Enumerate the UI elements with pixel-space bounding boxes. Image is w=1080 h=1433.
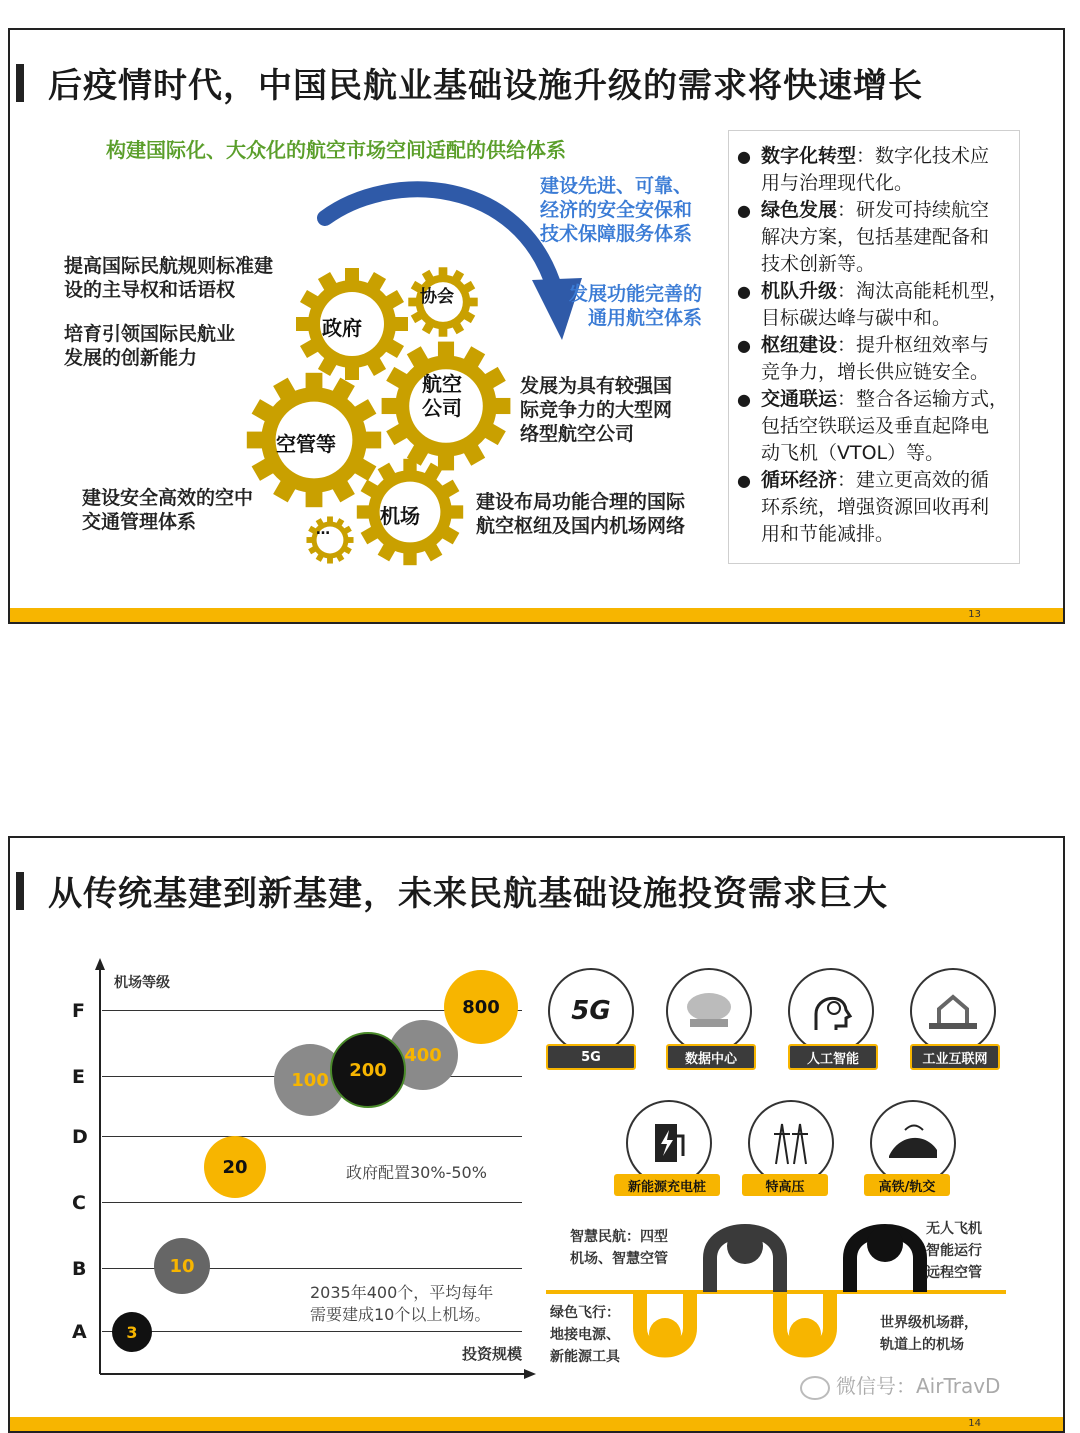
- data-center-icon: [666, 968, 752, 1054]
- gear-label-assoc: 协会: [420, 287, 454, 307]
- grade-line: [102, 1136, 522, 1137]
- bubble-800: 800: [444, 970, 518, 1044]
- text-line: 络型航空公司: [520, 423, 635, 445]
- text-line: 建设布局功能合理的国际: [476, 491, 686, 513]
- left-text-atc: [82, 486, 253, 534]
- bullet-text: ：研发可持续航空: [837, 199, 990, 221]
- timeline-line: 地接电源、: [550, 1327, 620, 1343]
- timeline-uav: [926, 1218, 982, 1284]
- slide-14: [8, 836, 1065, 1433]
- bubble-100: 100: [274, 1044, 346, 1116]
- bullet-text: 包括空铁联运及垂直起降电: [761, 415, 990, 437]
- timeline-line: 轨道上的机场: [880, 1337, 964, 1353]
- gear-more-icon: [306, 516, 353, 563]
- bullet-item: [737, 332, 1011, 386]
- note-government: 政府配置30%-50%: [346, 1163, 487, 1182]
- grade-label: B: [72, 1258, 87, 1280]
- chip-ai: 人工智能: [788, 1044, 878, 1070]
- gear-label-line: 公司: [422, 396, 462, 420]
- timeline-line: 智能运行: [926, 1243, 982, 1259]
- note-line: 2035年400个，平均每年: [310, 1283, 494, 1302]
- grade-label: D: [72, 1126, 88, 1148]
- slide-title: 从传统基建到新基建，未来民航基础设施投资需求巨大: [48, 874, 888, 914]
- bullet-text: 解决方案，包括基建配备和: [761, 226, 990, 248]
- footer-bar: [10, 608, 1063, 622]
- title-accent-bar: [16, 872, 24, 910]
- bullet-text: 用和节能减排。: [761, 523, 895, 545]
- bubble-400: 400: [388, 1020, 458, 1090]
- timeline-airport-cluster: [880, 1312, 978, 1356]
- bullet-text: 目标碳达峰与碳中和。: [761, 307, 952, 329]
- timeline-line: 远程空管: [926, 1265, 982, 1281]
- bubble-3: 3: [112, 1312, 152, 1352]
- text-line: 际竞争力的大型网: [520, 399, 673, 421]
- chip-charging-pile: 新能源充电桩: [614, 1174, 720, 1196]
- timeline-smart-aviation: [570, 1226, 668, 1270]
- wechat-watermark: [800, 1370, 1000, 1400]
- note-line: 需要建成10个以上机场。: [310, 1305, 491, 1324]
- industrial-robot-icon: [910, 968, 996, 1054]
- bubble-200: 200: [330, 1032, 406, 1108]
- blue-text-line: 经济的安全安保和: [540, 199, 693, 221]
- blue-text-line: 技术保障服务体系: [540, 223, 693, 245]
- bullet-head: 循环经济: [761, 469, 838, 491]
- bullet-text: 动飞机（VTOL）等。: [761, 442, 945, 464]
- chip-industrial-internet: 工业互联网: [910, 1044, 1000, 1070]
- 5g-icon: [548, 968, 634, 1054]
- grade-line: [102, 1331, 522, 1332]
- bullet-head: 枢纽建设: [761, 334, 838, 356]
- footer-bar: [10, 1417, 1063, 1431]
- timeline-line: 新能源工具: [550, 1349, 620, 1365]
- text-line: 交通管理体系: [82, 511, 197, 533]
- grade-label: E: [72, 1066, 85, 1088]
- text-line: 发展为具有较强国: [520, 375, 673, 397]
- note-2035: [310, 1282, 493, 1326]
- slide-title: 后疫情时代，中国民航业基础设施升级的需求将快速增长: [48, 66, 923, 106]
- y-axis-label: 机场等级: [114, 975, 170, 991]
- gear-label-line: 航空: [422, 372, 462, 396]
- bullet-list-box: [728, 130, 1020, 564]
- grade-line: [102, 1202, 522, 1203]
- grade-label: A: [72, 1321, 87, 1343]
- chip-rail: 高铁/轨交: [864, 1174, 950, 1196]
- bullet-item: [737, 386, 1011, 467]
- text-line: 提高国际民航规则标准建: [64, 255, 274, 277]
- bullet-item: [737, 143, 1011, 197]
- text-line: 设的主导权和话语权: [64, 279, 236, 301]
- gear-label-gov: 政府: [322, 316, 362, 340]
- bullet-head: 绿色发展: [761, 199, 838, 221]
- page-number: 14: [968, 1418, 981, 1429]
- bullet-head: 数字化转型: [761, 145, 857, 167]
- timeline-line: 无人飞机: [926, 1221, 982, 1237]
- ai-head-icon: [788, 968, 874, 1054]
- blue-text-general-aviation: [568, 282, 702, 330]
- bullet-text: ：提升枢纽效率与: [837, 334, 990, 356]
- timeline-line: 世界级机场群，: [880, 1315, 978, 1331]
- gear-label-airline: [422, 372, 462, 420]
- grade-label: F: [72, 1000, 85, 1022]
- gear-label-atc: 空管等: [276, 432, 336, 456]
- grade-label: C: [72, 1192, 86, 1214]
- bubble-20: 20: [204, 1136, 266, 1198]
- bullet-text: ：淘汰高能耗机型，: [837, 280, 1009, 302]
- title-accent-bar: [16, 64, 24, 102]
- 5g-glyph: 5G: [571, 996, 611, 1026]
- chip-5g: 5G: [546, 1044, 636, 1070]
- gear-label-airport: 机场: [380, 504, 420, 528]
- bullet-text: 环系统，增强资源回收再利: [761, 496, 990, 518]
- left-text-innovation: [64, 322, 235, 370]
- timeline-line: 绿色飞行：: [550, 1305, 620, 1321]
- blue-text-line: 建设先进、可靠、: [540, 175, 693, 197]
- chip-uhv: 特高压: [742, 1174, 828, 1196]
- gear-label-more: …: [316, 522, 330, 538]
- text-line: 建设安全高效的空中: [82, 487, 254, 509]
- bullet-item: [737, 467, 1011, 548]
- bullet-text: 用与治理现代化。: [761, 172, 914, 194]
- page-number: 13: [968, 609, 981, 620]
- chip-data-center: 数据中心: [666, 1044, 756, 1070]
- slide-13: [8, 28, 1065, 624]
- bullet-head: 交通联运: [761, 388, 838, 410]
- bullet-text: ：数字化技术应: [856, 145, 990, 167]
- text-line: 培育引领国际民航业: [64, 323, 236, 345]
- right-text-airline: [520, 374, 672, 446]
- bullet-item: [737, 278, 1011, 332]
- bullet-item: [737, 197, 1011, 278]
- text-line: 航空枢纽及国内机场网络: [476, 515, 686, 537]
- blue-text-safety: [540, 174, 692, 246]
- bullet-text: ：整合各运输方式，: [837, 388, 1009, 410]
- timeline-line: 机场、智慧空管: [570, 1251, 668, 1267]
- blue-text-line: 通用航空体系: [588, 307, 703, 329]
- timeline-green-flight: [550, 1302, 620, 1368]
- watermark-text: 微信号：AirTravD: [836, 1374, 1001, 1398]
- wechat-icon: [800, 1376, 830, 1400]
- subtitle: 构建国际化、大众化的航空市场空间适配的供给体系: [106, 138, 566, 162]
- blue-text-line: 发展功能完善的: [569, 283, 703, 305]
- timeline-line: 智慧民航：四型: [570, 1229, 668, 1245]
- x-axis-label: 投资规模: [462, 1345, 523, 1363]
- text-line: 发展的创新能力: [64, 347, 198, 369]
- bullet-text: 竞争力，增长供应链安全。: [761, 361, 990, 383]
- bullet-head: 机队升级: [761, 280, 838, 302]
- bubble-10: 10: [154, 1238, 210, 1294]
- bullet-text: 技术创新等。: [761, 253, 876, 275]
- bullet-text: ：建立更高效的循: [837, 469, 990, 491]
